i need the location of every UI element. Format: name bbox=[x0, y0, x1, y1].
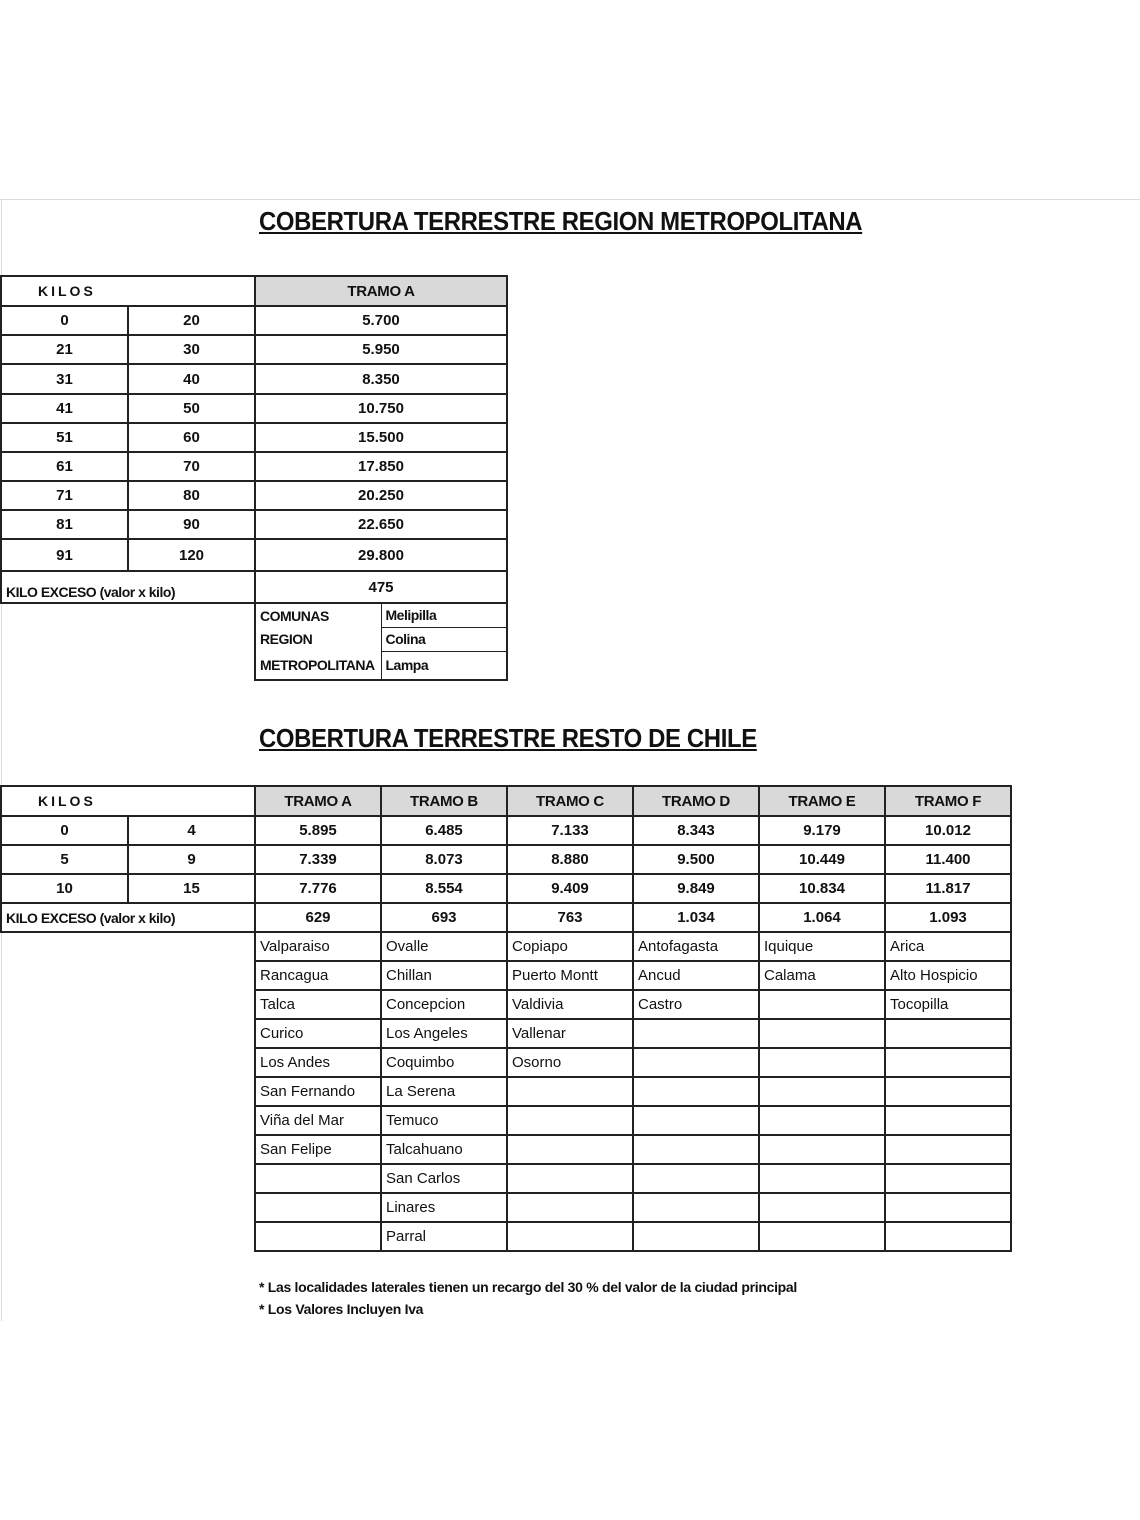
tramo-a-value: 17.850 bbox=[255, 452, 507, 481]
city-name bbox=[885, 1048, 1011, 1077]
comunas-row bbox=[1, 603, 507, 627]
tramo-value: 8.880 bbox=[507, 845, 633, 874]
city-row bbox=[1, 1077, 1011, 1106]
city-name bbox=[255, 1164, 381, 1193]
kilo-to: 15 bbox=[128, 874, 255, 903]
city-name: Coquimbo bbox=[381, 1048, 507, 1077]
city-name bbox=[885, 1164, 1011, 1193]
empty-cell bbox=[1, 1048, 255, 1077]
tramo-header: TRAMO D bbox=[633, 786, 759, 816]
city-name: Puerto Montt bbox=[507, 961, 633, 990]
tramo-value: 8.554 bbox=[381, 874, 507, 903]
city-name: Copiapo bbox=[507, 932, 633, 961]
city-name: Alto Hospicio bbox=[885, 961, 1011, 990]
table-resto-de-chile bbox=[0, 785, 1012, 1252]
tramo-value: 9.179 bbox=[759, 816, 885, 845]
title-region-metropolitana: COBERTURA TERRESTRE REGION METROPOLITANA bbox=[259, 206, 863, 236]
kilo-exceso-value: 1.034 bbox=[633, 903, 759, 932]
kilo-from: 21 bbox=[1, 335, 128, 364]
kilo-exceso-value: 1.093 bbox=[885, 903, 1011, 932]
comunas-label: METROPOLITANA bbox=[255, 651, 381, 680]
city-name: Los Andes bbox=[255, 1048, 381, 1077]
tramo-header: TRAMO B bbox=[381, 786, 507, 816]
exceso-row bbox=[1, 903, 1011, 932]
tramo-value: 8.343 bbox=[633, 816, 759, 845]
tramo-value: 6.485 bbox=[381, 816, 507, 845]
tramo-value: 11.400 bbox=[885, 845, 1011, 874]
table-row bbox=[1, 510, 507, 539]
city-name bbox=[759, 1135, 885, 1164]
table-row bbox=[1, 874, 1011, 903]
empty-cell bbox=[1, 627, 255, 651]
city-name bbox=[507, 1106, 633, 1135]
kilo-to: 60 bbox=[128, 423, 255, 452]
tramo-value: 7.339 bbox=[255, 845, 381, 874]
tramo-value: 9.409 bbox=[507, 874, 633, 903]
table-row bbox=[1, 306, 507, 335]
kilo-to: 9 bbox=[128, 845, 255, 874]
tramo-a-value: 5.700 bbox=[255, 306, 507, 335]
city-row bbox=[1, 1164, 1011, 1193]
kilo-exceso-value: 1.064 bbox=[759, 903, 885, 932]
kilo-to: 30 bbox=[128, 335, 255, 364]
city-name bbox=[759, 1077, 885, 1106]
city-name bbox=[633, 1048, 759, 1077]
tramo-value: 10.834 bbox=[759, 874, 885, 903]
city-name: La Serena bbox=[381, 1077, 507, 1106]
city-name bbox=[633, 1164, 759, 1193]
kilo-from: 10 bbox=[1, 874, 128, 903]
kilo-from: 5 bbox=[1, 845, 128, 874]
kilo-from: 61 bbox=[1, 452, 128, 481]
city-name bbox=[633, 1135, 759, 1164]
table-row bbox=[1, 423, 507, 452]
tramo-header: TRAMO E bbox=[759, 786, 885, 816]
kilo-exceso-label: KILO EXCESO (valor x kilo) bbox=[1, 903, 255, 932]
kilo-exceso-value: 763 bbox=[507, 903, 633, 932]
city-name bbox=[885, 1193, 1011, 1222]
city-name bbox=[759, 1106, 885, 1135]
tramo-a-value: 10.750 bbox=[255, 394, 507, 423]
header-row bbox=[1, 786, 1011, 816]
table-row bbox=[1, 394, 507, 423]
kilo-exceso-value: 629 bbox=[255, 903, 381, 932]
city-name: Concepcion bbox=[381, 990, 507, 1019]
tramo-a-value: 15.500 bbox=[255, 423, 507, 452]
city-name bbox=[885, 1222, 1011, 1251]
city-name: Iquique bbox=[759, 932, 885, 961]
tramo-header: TRAMO C bbox=[507, 786, 633, 816]
tramo-value: 8.073 bbox=[381, 845, 507, 874]
sheet-top-border bbox=[0, 199, 1140, 200]
city-name: Valdivia bbox=[507, 990, 633, 1019]
city-name: Osorno bbox=[507, 1048, 633, 1077]
city-name bbox=[633, 1106, 759, 1135]
tramo-header: TRAMO F bbox=[885, 786, 1011, 816]
city-row bbox=[1, 1222, 1011, 1251]
city-name bbox=[759, 1193, 885, 1222]
empty-cell bbox=[1, 1106, 255, 1135]
kilo-from: 51 bbox=[1, 423, 128, 452]
table-row bbox=[1, 816, 1011, 845]
empty-cell bbox=[1, 651, 255, 680]
city-name: Talca bbox=[255, 990, 381, 1019]
city-name bbox=[507, 1164, 633, 1193]
city-name: Curico bbox=[255, 1019, 381, 1048]
tramo-a-value: 20.250 bbox=[255, 481, 507, 510]
city-name: Antofagasta bbox=[633, 932, 759, 961]
kilo-from: 91 bbox=[1, 539, 128, 571]
city-name: Rancagua bbox=[255, 961, 381, 990]
city-row bbox=[1, 961, 1011, 990]
tramo-a-value: 8.350 bbox=[255, 364, 507, 394]
empty-cell bbox=[1, 1019, 255, 1048]
kilo-exceso-value: 693 bbox=[381, 903, 507, 932]
city-name bbox=[759, 1019, 885, 1048]
kilo-exceso-value: 475 bbox=[255, 571, 507, 603]
city-name: Valparaiso bbox=[255, 932, 381, 961]
empty-cell bbox=[1, 932, 255, 961]
kilo-to: 80 bbox=[128, 481, 255, 510]
city-row bbox=[1, 1106, 1011, 1135]
city-name: Los Angeles bbox=[381, 1019, 507, 1048]
tramo-value: 7.776 bbox=[255, 874, 381, 903]
table-row bbox=[1, 481, 507, 510]
table-row bbox=[1, 845, 1011, 874]
city-name bbox=[885, 1106, 1011, 1135]
city-name bbox=[507, 1077, 633, 1106]
kilo-to: 50 bbox=[128, 394, 255, 423]
table-row bbox=[1, 539, 507, 571]
kilo-from: 81 bbox=[1, 510, 128, 539]
city-row bbox=[1, 1193, 1011, 1222]
comunas-label: COMUNAS bbox=[255, 603, 381, 627]
city-row bbox=[1, 1135, 1011, 1164]
kilo-to: 90 bbox=[128, 510, 255, 539]
city-name: Castro bbox=[633, 990, 759, 1019]
city-name: San Fernando bbox=[255, 1077, 381, 1106]
city-name bbox=[759, 990, 885, 1019]
city-name bbox=[633, 1077, 759, 1106]
table-row bbox=[1, 364, 507, 394]
comunas-label: REGION bbox=[255, 627, 381, 651]
note-recargo: * Las localidades laterales tienen un recargo del 30 % del valor de la ciudad principal bbox=[259, 1279, 797, 1295]
tramo-value: 9.500 bbox=[633, 845, 759, 874]
city-row bbox=[1, 1048, 1011, 1077]
kilo-exceso-label: KILO EXCESO (valor x kilo) bbox=[1, 571, 255, 603]
empty-cell bbox=[1, 603, 255, 627]
tramo-value: 11.817 bbox=[885, 874, 1011, 903]
comuna-name: Colina bbox=[381, 627, 507, 651]
city-name: Tocopilla bbox=[885, 990, 1011, 1019]
tramo-value: 10.449 bbox=[759, 845, 885, 874]
city-name: Talcahuano bbox=[381, 1135, 507, 1164]
empty-cell bbox=[1, 1135, 255, 1164]
city-name bbox=[885, 1135, 1011, 1164]
city-name: Parral bbox=[381, 1222, 507, 1251]
city-name bbox=[507, 1193, 633, 1222]
comunas-row bbox=[1, 651, 507, 680]
table-row bbox=[1, 452, 507, 481]
kilo-from: 0 bbox=[1, 306, 128, 335]
city-row bbox=[1, 932, 1011, 961]
city-name bbox=[633, 1222, 759, 1251]
city-name: Chillan bbox=[381, 961, 507, 990]
city-name: Arica bbox=[885, 932, 1011, 961]
empty-cell bbox=[1, 1164, 255, 1193]
city-name bbox=[633, 1193, 759, 1222]
city-name: Vallenar bbox=[507, 1019, 633, 1048]
kilo-to: 70 bbox=[128, 452, 255, 481]
header-row bbox=[1, 276, 507, 306]
kilos-header: KILOS bbox=[1, 276, 255, 306]
title-resto-de-chile: COBERTURA TERRESTRE RESTO DE CHILE bbox=[259, 723, 757, 753]
kilo-from: 0 bbox=[1, 816, 128, 845]
city-name: San Felipe bbox=[255, 1135, 381, 1164]
tramo-a-value: 22.650 bbox=[255, 510, 507, 539]
kilo-to: 120 bbox=[128, 539, 255, 571]
tramo-header: TRAMO A bbox=[255, 786, 381, 816]
city-name: Ovalle bbox=[381, 932, 507, 961]
kilo-from: 31 bbox=[1, 364, 128, 394]
city-name bbox=[885, 1077, 1011, 1106]
tramo-a-value: 5.950 bbox=[255, 335, 507, 364]
kilo-to: 4 bbox=[128, 816, 255, 845]
kilo-to: 40 bbox=[128, 364, 255, 394]
table-row bbox=[1, 335, 507, 364]
kilos-header: KILOS bbox=[1, 786, 255, 816]
comuna-name: Lampa bbox=[381, 651, 507, 680]
tramo-value: 9.849 bbox=[633, 874, 759, 903]
city-name bbox=[759, 1222, 885, 1251]
city-row bbox=[1, 1019, 1011, 1048]
city-row bbox=[1, 990, 1011, 1019]
city-name: San Carlos bbox=[381, 1164, 507, 1193]
city-name bbox=[507, 1135, 633, 1164]
tramo-value: 7.133 bbox=[507, 816, 633, 845]
empty-cell bbox=[1, 1222, 255, 1251]
city-name: Ancud bbox=[633, 961, 759, 990]
note-iva: * Los Valores Incluyen Iva bbox=[259, 1301, 424, 1317]
empty-cell bbox=[1, 1193, 255, 1222]
city-name bbox=[255, 1193, 381, 1222]
kilo-from: 71 bbox=[1, 481, 128, 510]
kilo-from: 41 bbox=[1, 394, 128, 423]
comuna-name: Melipilla bbox=[381, 603, 507, 627]
tramo-value: 5.895 bbox=[255, 816, 381, 845]
exceso-row bbox=[1, 571, 507, 603]
empty-cell bbox=[1, 990, 255, 1019]
city-name: Linares bbox=[381, 1193, 507, 1222]
city-name: Viña del Mar bbox=[255, 1106, 381, 1135]
city-name: Calama bbox=[759, 961, 885, 990]
empty-cell bbox=[1, 1077, 255, 1106]
city-name bbox=[633, 1019, 759, 1048]
city-name bbox=[885, 1019, 1011, 1048]
city-name bbox=[759, 1048, 885, 1077]
comunas-row bbox=[1, 627, 507, 651]
empty-cell bbox=[1, 961, 255, 990]
kilo-to: 20 bbox=[128, 306, 255, 335]
tramo-a-header: TRAMO A bbox=[255, 276, 507, 306]
tramo-a-value: 29.800 bbox=[255, 539, 507, 571]
city-name bbox=[507, 1222, 633, 1251]
city-name: Temuco bbox=[381, 1106, 507, 1135]
table-region-metropolitana bbox=[0, 275, 508, 681]
city-name bbox=[759, 1164, 885, 1193]
city-name bbox=[255, 1222, 381, 1251]
tramo-value: 10.012 bbox=[885, 816, 1011, 845]
